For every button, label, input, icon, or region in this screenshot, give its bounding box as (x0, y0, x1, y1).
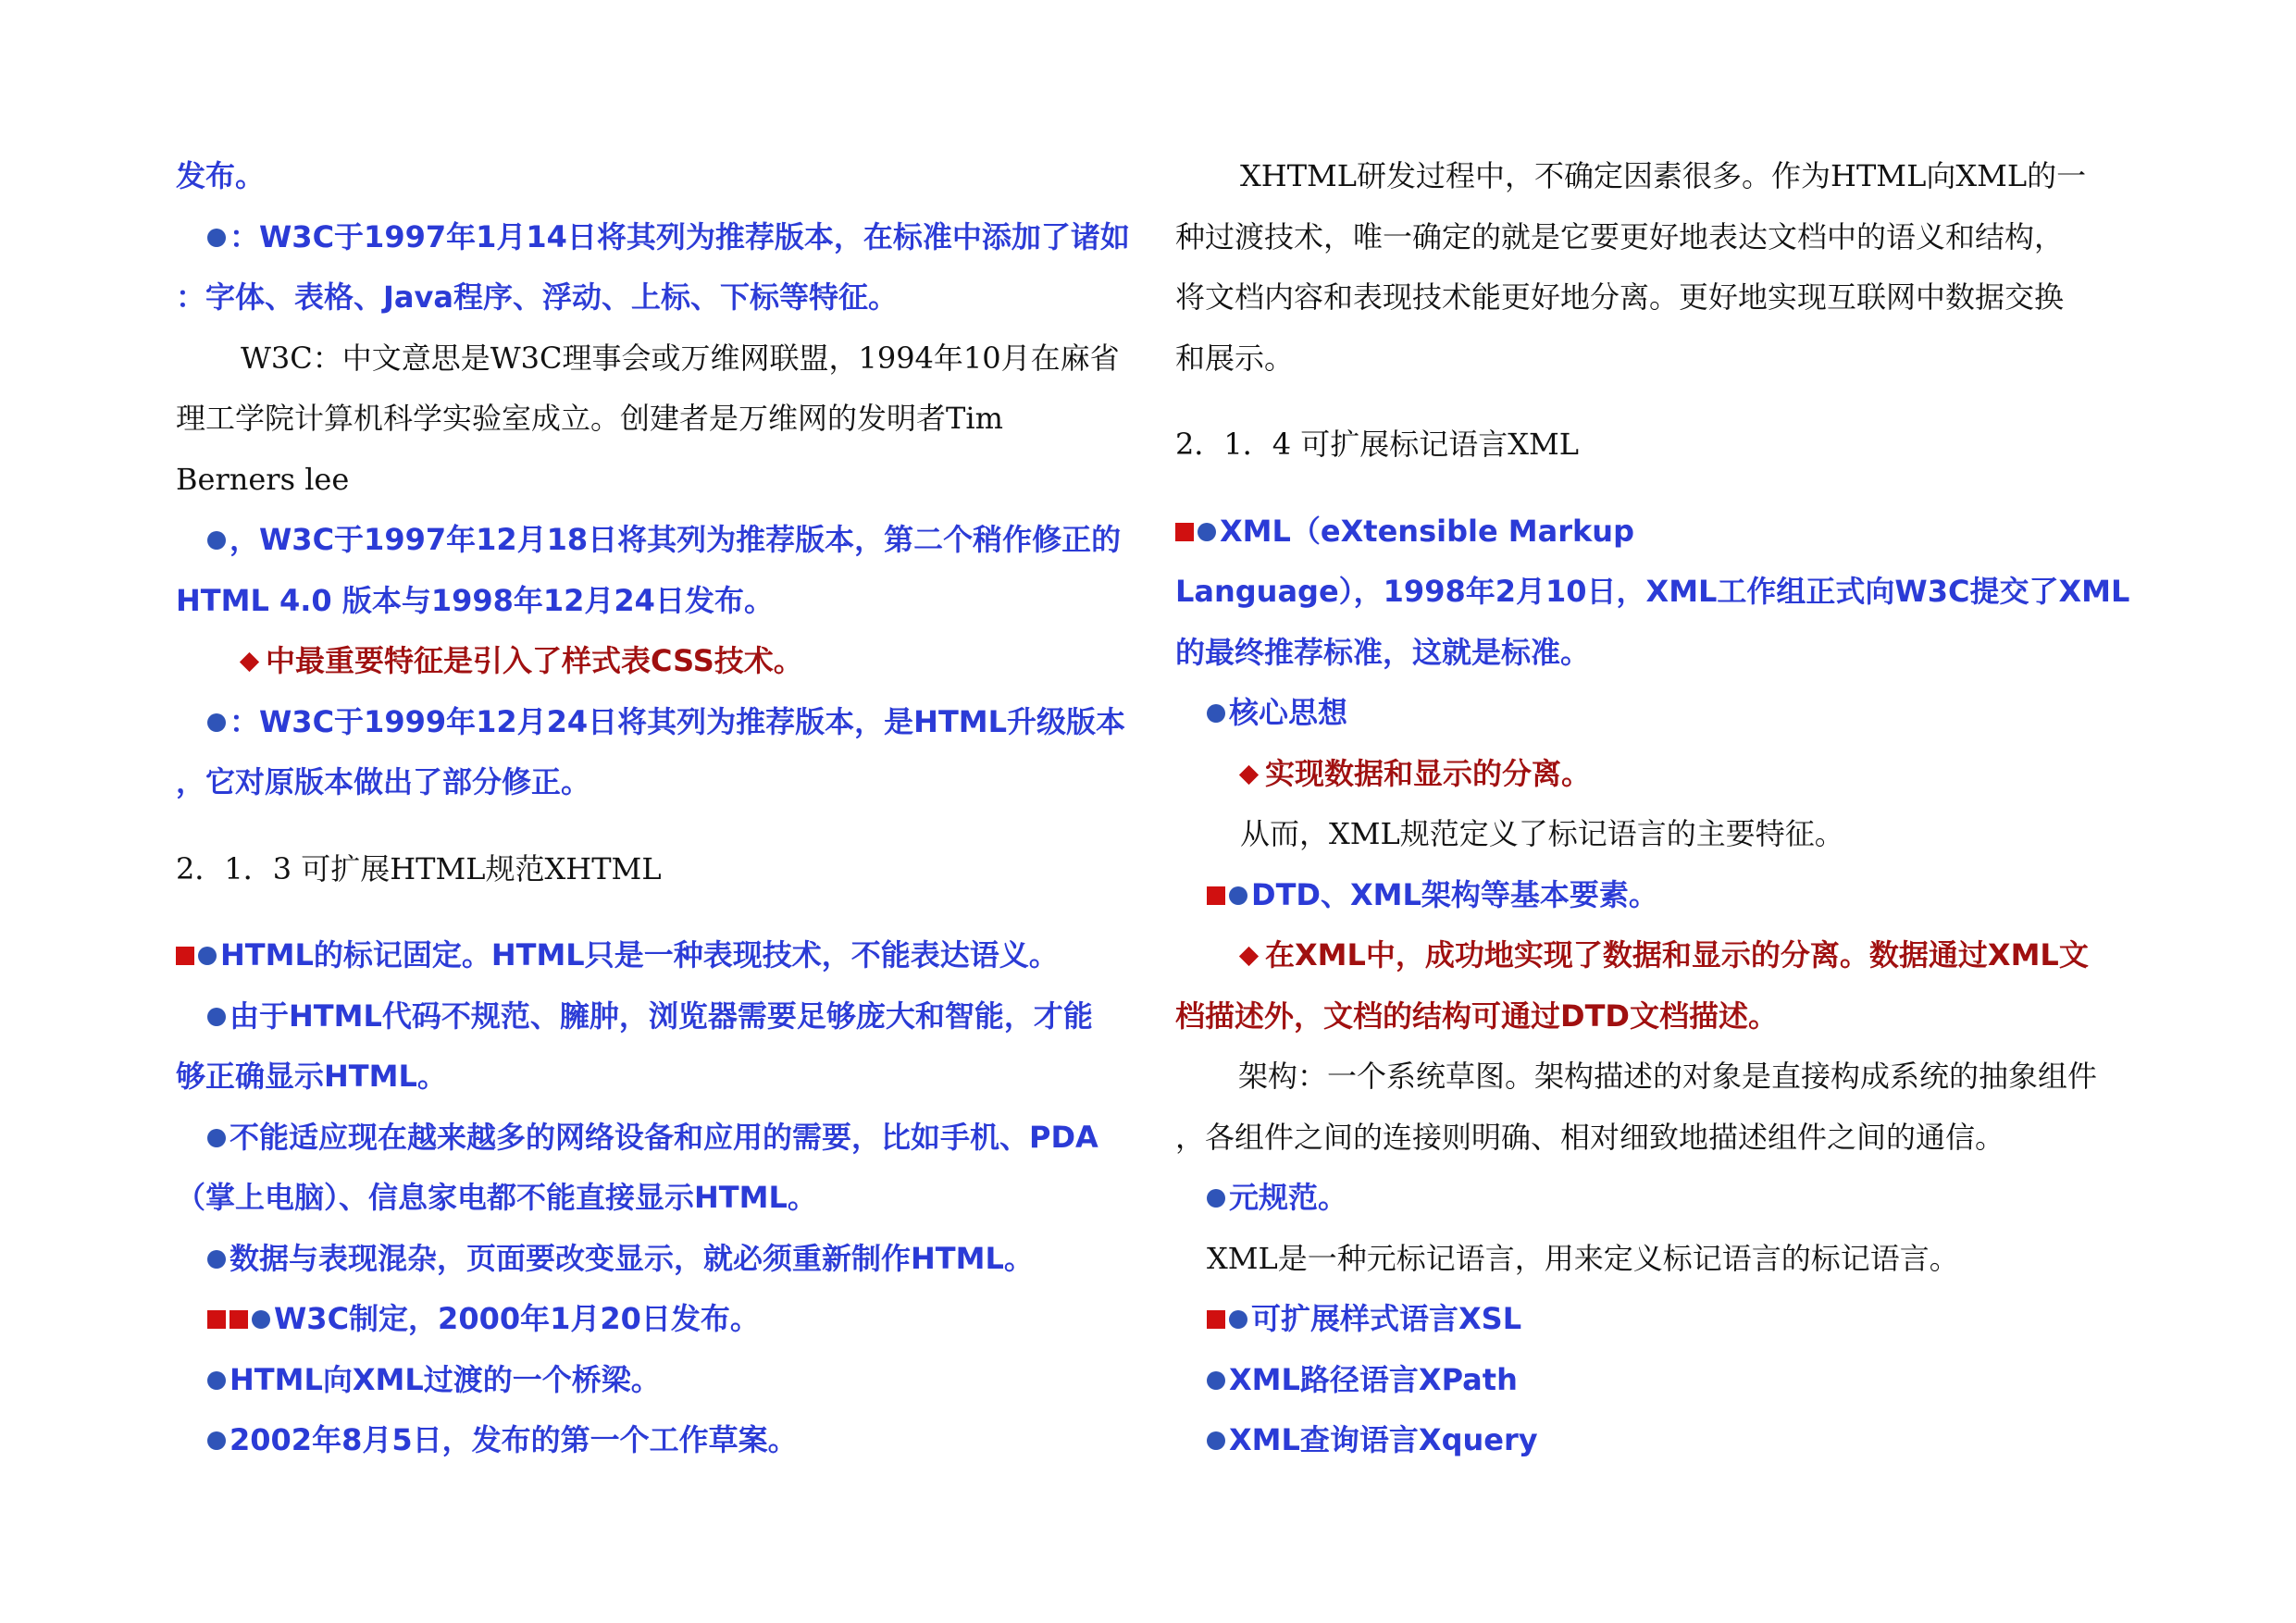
text: 在XML中，成功地实现了数据和显示的分离。数据通过XML文 (1265, 937, 2089, 973)
text: ，各组件之间的连接则明确、相对细致地描述组件之间的通信。 (1175, 1119, 2005, 1155)
bullet-item (176, 1350, 1143, 1411)
text: 中最重要特征是引入了样式表CSS技术。 (266, 643, 803, 678)
right-column (1175, 146, 2142, 1471)
text: XML（eXtensible Markup (1220, 513, 1634, 549)
bullet-item (1175, 502, 2142, 563)
spacer (1175, 476, 2142, 502)
text: 够正确显示HTML。 (176, 1059, 447, 1094)
text-line (176, 267, 1143, 328)
text: ，W3C于1997年12月18日将其列为推荐版本，第二个稍作修正的 (230, 522, 1122, 557)
bullet-item (176, 692, 1143, 753)
text: W3C：中文意思是W3C理事会或万维网联盟，1994年10月在麻省 (241, 340, 1120, 376)
red-diamond-icon (1239, 947, 1259, 966)
blue-dot-icon (207, 229, 226, 247)
red-diamond-icon (240, 652, 259, 672)
text-line (1175, 562, 2142, 623)
blue-dot-icon (1229, 1310, 1247, 1329)
text: XHTML研发过程中，不确定因素很多。作为HTML向XML的一 (1240, 158, 2087, 193)
bullet-item (176, 1108, 1143, 1169)
diamond-item (1175, 925, 2142, 986)
spacer (176, 813, 1143, 839)
red-diamond-icon (1239, 764, 1259, 784)
bullet-item (176, 1410, 1143, 1471)
red-square-icon (176, 947, 194, 965)
text-line (176, 1168, 1143, 1229)
paragraph-line (1175, 1229, 2142, 1290)
paragraph-line (176, 328, 1143, 390)
red-square-icon (1207, 886, 1225, 905)
text: 种过渡技术，唯一确定的就是它要更好地表达文档中的语义和结构， (1175, 218, 2065, 254)
blue-dot-icon (207, 1250, 226, 1269)
blue-dot-icon (207, 1129, 226, 1147)
red-square-icon (1175, 523, 1194, 541)
text: DTD、XML架构等基本要素。 (1251, 876, 1658, 912)
text: （掌上电脑）、信息家电都不能直接显示HTML。 (176, 1180, 817, 1215)
section-heading (1175, 415, 2142, 476)
text: 发布。 (176, 158, 266, 193)
text-line (1175, 623, 2142, 684)
text: 核心思想 (1229, 695, 1348, 730)
blue-dot-icon (207, 1431, 226, 1450)
blue-dot-icon (1207, 1189, 1225, 1208)
paragraph-line (1175, 207, 2142, 268)
text: ：W3C于1999年12月24日将其列为推荐版本，是HTML升级版本 (230, 703, 1126, 739)
paragraph-line (1175, 328, 2142, 390)
blue-dot-icon (198, 947, 217, 965)
heading-text: 2．1．4 可扩展标记语言XML (1175, 427, 1580, 462)
diamond-item (1175, 744, 2142, 805)
bullet-item (176, 925, 1143, 986)
blue-dot-icon (207, 713, 226, 732)
heading-text: 2．1．3 可扩展HTML规范XHTML (176, 850, 662, 886)
text: 从而，XML规范定义了标记语言的主要特征。 (1240, 816, 1844, 851)
text: 2002年8月5日，发布的第一个工作草案。 (230, 1422, 798, 1457)
text-line (176, 146, 1143, 207)
text: XML路径语言XPath (1229, 1361, 1518, 1397)
blue-dot-icon (1207, 704, 1225, 723)
bullet-item (1175, 683, 2142, 744)
text-line (176, 752, 1143, 813)
red-square-icon (1207, 1310, 1225, 1329)
text: XML查询语言Xquery (1229, 1422, 1538, 1457)
blue-dot-icon (1229, 886, 1247, 905)
bullet-item (176, 207, 1143, 268)
text: 由于HTML代码不规范、臃肿，浏览器需要足够庞大和智能，才能 (230, 997, 1093, 1034)
text-line (176, 571, 1143, 632)
blue-dot-icon (207, 1008, 226, 1026)
text: W3C制定，2000年1月20日发布。 (274, 1301, 760, 1336)
paragraph-line (1175, 1108, 2142, 1169)
paragraph-line (1175, 267, 2142, 328)
text: 的最终推荐标准，这就是标准。 (1175, 634, 1591, 670)
paragraph-line (1175, 804, 2142, 865)
bullet-item (176, 1229, 1143, 1290)
bullet-item (176, 510, 1143, 571)
text: 实现数据和显示的分离。 (1265, 755, 1592, 791)
blue-dot-icon (1198, 523, 1216, 541)
bullet-item (1175, 865, 2142, 926)
text: 架构：一个系统草图。架构描述的对象是直接构成系统的抽象组件 (1238, 1059, 2098, 1094)
red-square-icon (230, 1310, 248, 1329)
blue-dot-icon (1207, 1371, 1225, 1390)
spacer (1175, 389, 2142, 415)
text: ，它对原版本做出了部分修正。 (176, 764, 591, 799)
text: Language），1998年2月10日，XML工作组正式向W3C提交了XML (1175, 574, 2130, 609)
spacer (176, 899, 1143, 925)
text: ：W3C于1997年1月14日将其列为推荐版本，在标准中添加了诸如 (230, 218, 1130, 254)
bullet-item (176, 986, 1143, 1047)
text: 和展示。 (1175, 340, 1295, 376)
paragraph-line (176, 450, 1143, 511)
bullet-item (176, 1289, 1143, 1350)
text: HTML向XML过渡的一个桥梁。 (230, 1361, 661, 1397)
paragraph-line (176, 389, 1143, 450)
text-line (176, 1047, 1143, 1108)
blue-dot-icon (207, 1371, 226, 1390)
text: 可扩展样式语言XSL (1251, 1301, 1522, 1336)
paragraph-line (1175, 1047, 2142, 1108)
left-column (176, 146, 1143, 1471)
red-square-icon (207, 1310, 226, 1329)
bullet-item (1175, 1410, 2142, 1471)
text: HTML 4.0 版本与1998年12月24日发布。 (176, 582, 774, 618)
text: 理工学院计算机科学实验室成立。创建者是万维网的发明者Tim (176, 401, 1003, 436)
text: 档描述外，文档的结构可通过DTD文档描述。 (1175, 997, 1778, 1034)
bullet-item (1175, 1350, 2142, 1411)
text: HTML的标记固定。HTML只是一种表现技术，不能表达语义。 (220, 937, 1059, 973)
paragraph-line (1175, 146, 2142, 207)
blue-dot-icon (252, 1310, 270, 1329)
blue-dot-icon (1207, 1431, 1225, 1450)
text: 不能适应现在越来越多的网络设备和应用的需要，比如手机、PDA (230, 1119, 1098, 1155)
section-heading (176, 839, 1143, 900)
text: 将文档内容和表现技术能更好地分离。更好地实现互联网中数据交换 (1175, 279, 2065, 315)
bullet-item (1175, 1289, 2142, 1350)
text: 元规范。 (1229, 1180, 1348, 1215)
text: XML是一种元标记语言，用来定义标记语言的标记语言。 (1207, 1240, 1959, 1276)
bullet-item (1175, 1168, 2142, 1229)
text: ：字体、表格、Java程序、浮动、上标、下标等特征。 (176, 279, 898, 315)
text: Berners lee (176, 461, 350, 497)
text-line (1175, 986, 2142, 1047)
blue-dot-icon (207, 531, 226, 550)
text: 数据与表现混杂，页面要改变显示，就必须重新制作HTML。 (230, 1240, 1034, 1276)
diamond-item (176, 631, 1143, 692)
